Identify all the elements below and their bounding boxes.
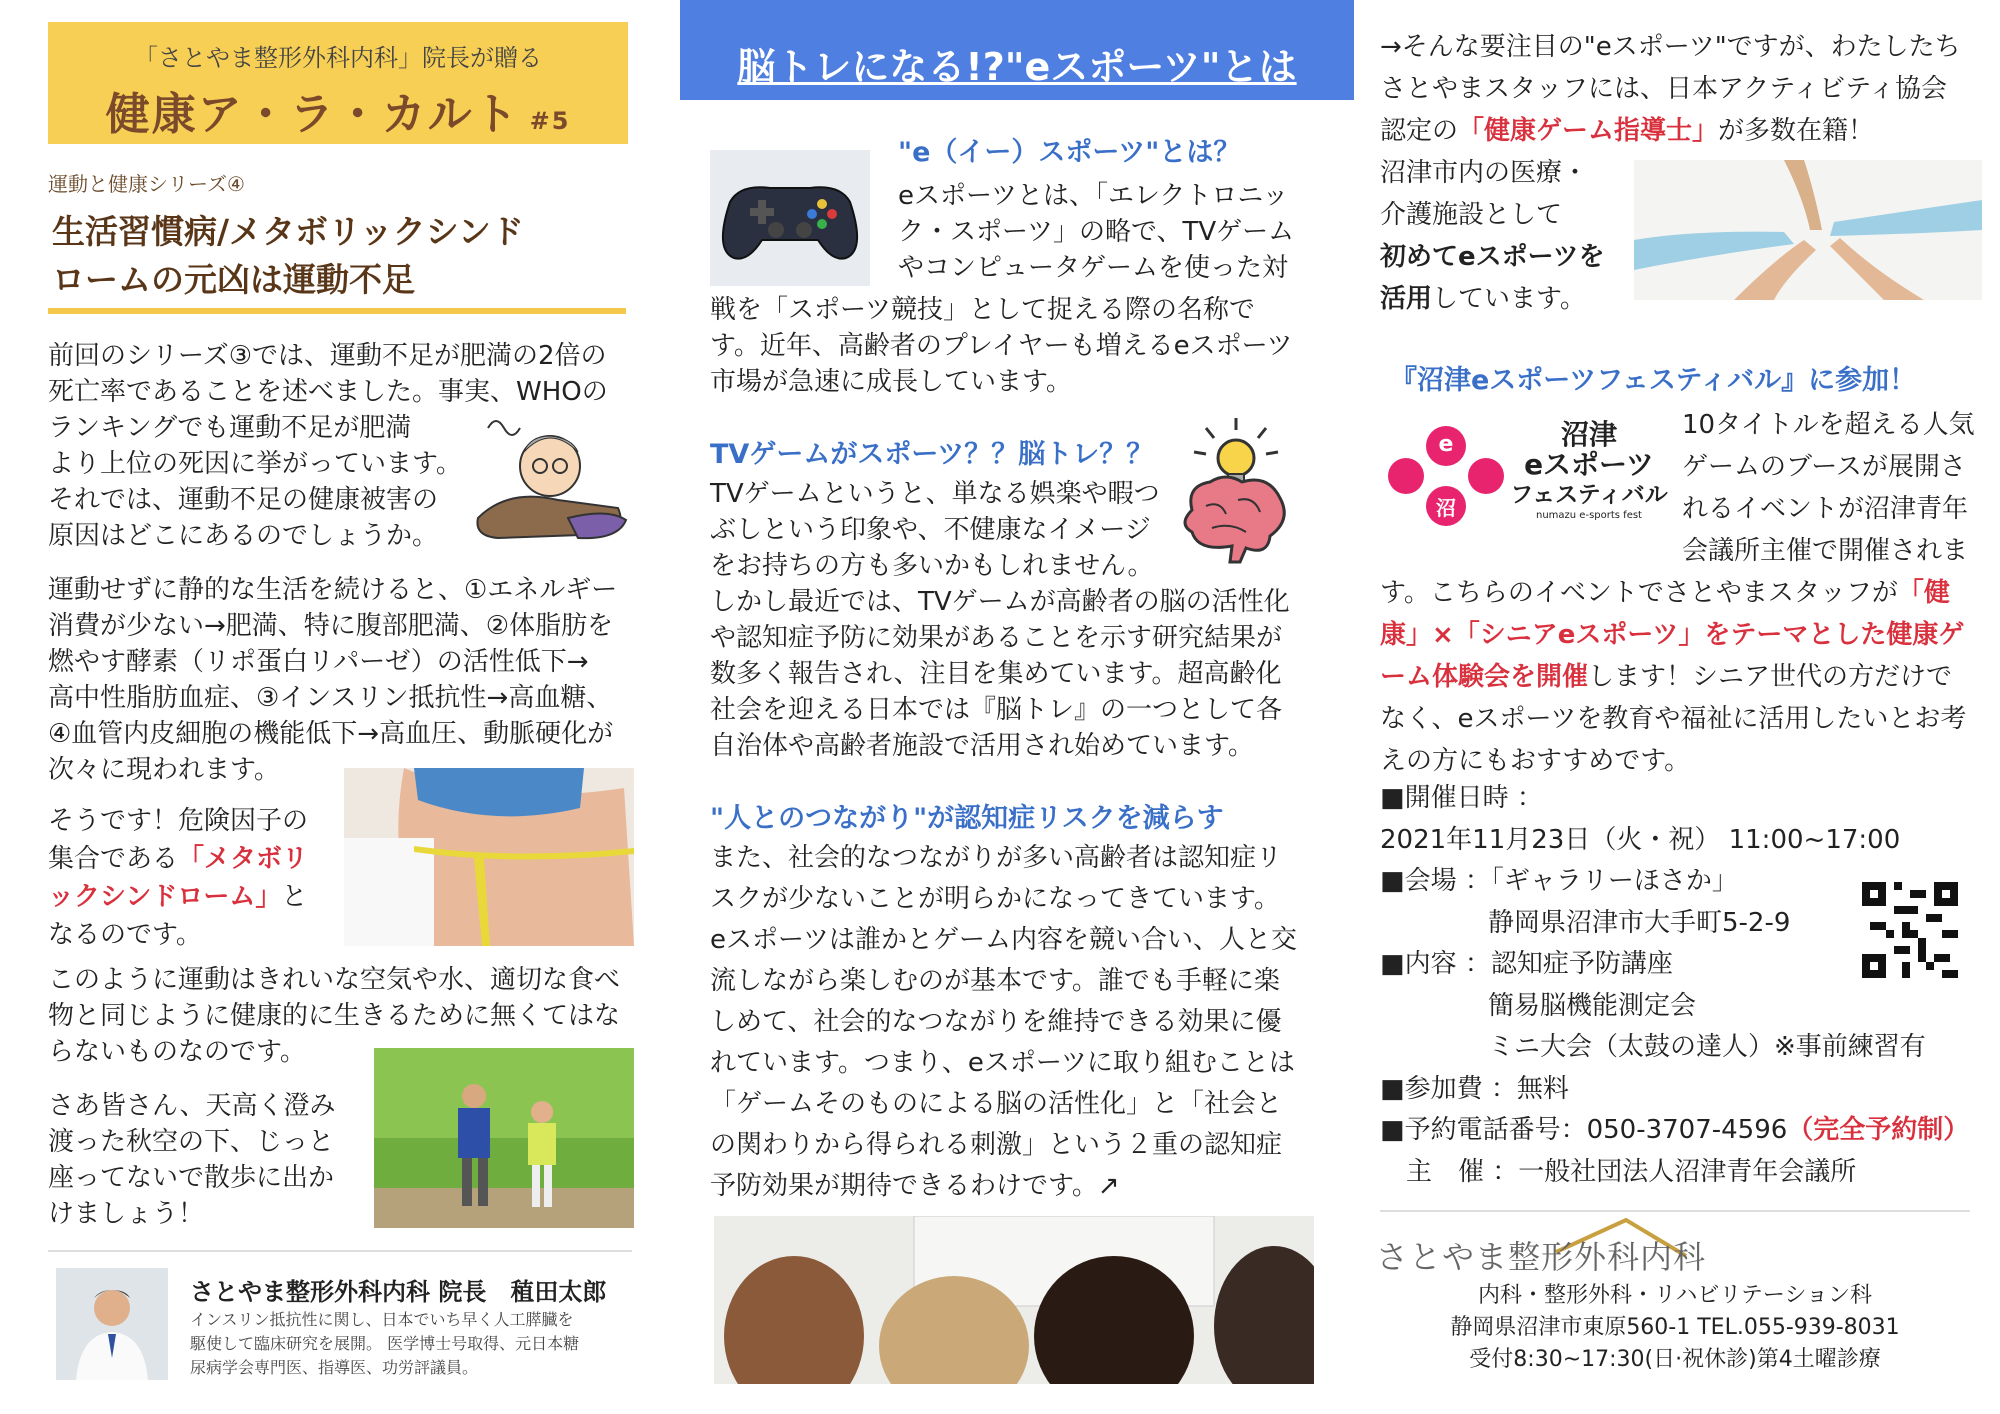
text-segment: しています。 [1432, 284, 1586, 314]
author-bio [190, 1308, 650, 1380]
hands-together-photo [1634, 160, 1982, 300]
paragraph-walk [48, 1088, 348, 1232]
text-line: ランキングでも運動不足が肥満 [48, 413, 412, 443]
column-header-title: 脳トレになる!?"eスポーツ"とは [737, 45, 1297, 89]
text-line: やコンピュータゲームを使った対 [898, 253, 1289, 283]
text-line: 前回のシリーズ③では、運動不足が肥満の2倍の [48, 341, 607, 371]
logo-letter-numa: 沼 [1436, 496, 1456, 520]
text-line: 流しながら楽しむのが基本です。誰でも手軽に楽 [710, 966, 1280, 996]
worried-man-illustration [468, 408, 628, 548]
section-title-underline [48, 308, 626, 314]
section-heading-esports: "e（イー）スポーツ"とは？ [898, 137, 1241, 168]
walking-couple-photo [374, 1048, 634, 1228]
event-phone [1380, 1110, 1990, 1152]
text-line: 初めてeスポーツを [1380, 242, 1605, 272]
text-segment: が多数在籍！ [1718, 116, 1875, 146]
text-line: このように運動はきれいな空気や水、適切な食べ [48, 965, 621, 995]
text-line [1380, 572, 1990, 614]
venue-address: 静岡県沼津市大手町5-2-9 [1488, 907, 1791, 938]
text-line: らないものなのです。 [48, 1037, 306, 1067]
content-label: ■内容 ： [1380, 949, 1491, 979]
text-line: 死亡率であることを述べました。事実、WHOの [48, 377, 608, 407]
text-line: 消費が少ない→肥満、特に腹部肥満、②体脂肪を [48, 611, 614, 641]
text-line [1380, 110, 1980, 152]
text-line: 原因はどこにあるのでしょうか。 [48, 521, 439, 551]
text-line: 次々に現われます。 [48, 755, 280, 785]
festival-logo [1384, 420, 1674, 532]
doctor-portrait [56, 1268, 168, 1380]
event-host: 主 催 ：一般社団法人沼津青年会議所 [1406, 1156, 1857, 1187]
text-line: 予防効果が期待できるわけです。↗ [710, 1171, 1120, 1201]
text-line: それでは、運動不足の健康被害の [48, 485, 439, 515]
clinic-logo-text: さとやま整形外科内科 [1376, 1238, 1707, 1276]
section-heading-festival: 『沼津eスポーツフェスティバル』に参加！ [1390, 365, 1917, 396]
text-line: ゲームのブースが展開さ [1682, 452, 1966, 482]
paragraph-esports-wrap [898, 178, 1318, 286]
logo-subtitle: numazu e-sports fest [1536, 510, 1642, 521]
text-line: れています。つまり、eスポーツに取り組むことは [710, 1048, 1295, 1078]
text-line: 運動せずに静的な生活を続けると、①エネルギー [48, 575, 618, 605]
paragraph-first-use [1380, 152, 1620, 320]
series-label: 運動と健康シリーズ④ [48, 172, 245, 196]
section-heading-tvgame: TVゲームがスポーツ？？脳トレ？？ [710, 439, 1154, 470]
text-line: 介護施設として [1380, 200, 1563, 230]
content-item: 認知症予防講座 [1490, 949, 1673, 979]
issue-number: #5 [529, 107, 571, 135]
text-line: 尿病学会専門医、指導医、功労評議員。 [190, 1358, 479, 1377]
paragraph-festival-wrap [1682, 404, 1982, 572]
text-segment: 集合である [48, 844, 179, 874]
text-line: 10タイトルを超える人気 [1682, 410, 1975, 440]
text-line: さあ皆さん、天高く澄み [48, 1091, 336, 1121]
text-segment: す。こちらのイベントでさとやまスタッフが [1380, 578, 1898, 608]
text-line: の関わりから得られる刺激」という２重の認知症 [710, 1130, 1283, 1160]
text-line: 座ってないで散歩に出か [48, 1163, 335, 1193]
event-date-label: ■開催日時 ： [1380, 783, 1543, 813]
text-line: より上位の死因に挙がっています。 [48, 449, 462, 479]
brain-lightbulb-icon [1176, 416, 1296, 566]
title-main [48, 78, 628, 142]
text-segment: 活用 [1380, 284, 1433, 314]
text-line: 物と同じように健康的に生きるために無くてはな [48, 1001, 621, 1031]
section-heading-connection: "人とのつながり"が認知症リスクを減らす [710, 803, 1224, 834]
paragraph-tvgame-full [710, 584, 1330, 764]
logo-line: 沼津 [1560, 418, 1617, 451]
text-line: 数多く報告され、注目を集めています。超高齢化 [710, 659, 1282, 689]
text-segment: と [281, 882, 308, 912]
text-line: 市場が急速に成長しています。 [710, 367, 1072, 397]
logo-line: eスポーツ [1524, 448, 1654, 481]
highlight-text: ックシンドローム」 [48, 882, 282, 912]
text-line: ク・スポーツ」の略で、TVゲーム [898, 217, 1295, 247]
text-line: 渡った秋空の下、じっと [48, 1127, 335, 1157]
qr-code[interactable] [1862, 882, 1958, 978]
section-title-line1: 生活習慣病/メタボリックシンド [52, 212, 524, 251]
highlight-text: 「健 [1897, 578, 1950, 608]
highlight-text: ーム体験会を開催 [1380, 662, 1589, 692]
clinic-info [1380, 1280, 1970, 1376]
text-line: 駆使して臨床研究を展開。 医学博士号取得、元日本糖 [190, 1334, 580, 1353]
paragraph-esports-full [710, 292, 1330, 400]
text-line: や認知症予防に効果があることを示す研究結果が [710, 623, 1283, 653]
text-line: けましょう！ [48, 1199, 205, 1229]
title-main-text: 健康ア・ラ・カルト [105, 89, 520, 140]
reservation-note: （完全予約制） [1787, 1115, 1970, 1145]
paragraph-metabolic [48, 802, 348, 954]
text-line: 燃やす酵素（リポ蛋白リパーゼ）の活性低下→ [48, 647, 589, 677]
text-line: TVゲームというと、単なる娯楽や暇つ [710, 479, 1160, 509]
content-item: 簡易脳機能測定会 [1488, 990, 1697, 1021]
text-line: す。近年、高齢者のプレイヤーも増えるeスポーツ [710, 331, 1293, 361]
event-fee: ■参加費 ：無料 [1380, 1073, 1569, 1104]
text-line: 康」×「シニアeスポーツ」をテーマとした健康ゲ [1380, 620, 1965, 650]
text-line [48, 840, 348, 878]
text-line [1380, 656, 1990, 698]
clinic-address: 静岡県沼津市東原560-1 TEL.055-939-8031 [1450, 1315, 1900, 1340]
text-line: インスリン抵抗性に関し、日本でいち早く人工膵臓を [190, 1310, 574, 1329]
paragraph-staff [1380, 26, 1980, 152]
author-name: さとやま整形外科内科 院長 稙田太郎 [190, 1278, 607, 1306]
text-segment: します！シニア世代の方だけで [1588, 662, 1953, 692]
text-line: ぶしという印象や、不健康なイメージ [710, 515, 1151, 545]
clinic-hours: 受付8:30~17:30(日·祝休診)第4土曜診療 [1469, 1347, 1881, 1372]
paragraph-causes [48, 572, 648, 788]
logo-line: フェスティバル [1510, 482, 1668, 508]
venue-label: ■会場 ： [1380, 866, 1491, 896]
gamepad-photo [710, 150, 870, 286]
text-line: なく、eスポーツを教育や福祉に活用したいとお考 [1380, 704, 1967, 734]
divider [48, 1250, 632, 1252]
text-line: また、社会的なつながりが多い高齢者は認知症リ [710, 843, 1283, 873]
section-title [52, 208, 642, 304]
text-line: 自治体や高齢者施設で活用され始めています。 [710, 731, 1254, 761]
text-line: をお持ちの方も多いかもしれません。 [710, 551, 1154, 581]
text-line: eスポーツは誰かとゲーム内容を競い合い、人と交 [710, 925, 1297, 955]
section-title-line2: ロームの元凶は運動不足 [52, 260, 415, 299]
text-segment: 認定の [1380, 116, 1459, 146]
text-line: 高中性脂肪血症、③インスリン抵抗性→高血糖、 [48, 683, 613, 713]
text-line: しめて、社会的なつながりを維持できる効果に優 [710, 1007, 1282, 1037]
phone-number: ■予約電話番号：050-3707-4596 [1380, 1115, 1788, 1145]
text-line: なるのです。 [48, 920, 202, 950]
text-line [48, 878, 348, 916]
text-line: れるイベントが沼津青年 [1682, 494, 1969, 524]
text-line: さとやまスタッフには、日本アクティビティ協会 [1380, 74, 1948, 104]
title-subtitle: 「さとやま整形外科内科」院長が贈る [134, 44, 542, 72]
paragraph-tvgame-wrap [710, 476, 1170, 584]
clinic-departments: 内科・整形外科・リハビリテーション科 [1477, 1283, 1873, 1308]
event-date-value: 2021年11月23日（火・祝） 11:00~17:00 [1380, 824, 1901, 855]
waist-measure-photo [344, 768, 634, 946]
content-item: ミニ大会（太鼓の達人）※事前練習有 [1488, 1032, 1926, 1062]
event-details [1380, 778, 1990, 1193]
text-line: えの方にもおすすめです。 [1380, 746, 1691, 776]
text-line [1380, 278, 1620, 320]
text-line: しかし最近では、TVゲームが高齢者の脳の活性化 [710, 587, 1290, 617]
text-line: 「ゲームそのものによる脳の活性化」と「社会と [710, 1089, 1283, 1119]
text-line: スクが少ないことが明らかになってきています。 [710, 884, 1280, 914]
text-line: eスポーツとは、「エレクトロニッ [898, 181, 1289, 211]
text-line: 戦を「スポーツ競技」として捉える際の名称で [710, 295, 1255, 325]
text-line: 沼津市内の医療・ [1380, 158, 1589, 188]
venue-name: 「ギャラリーほさか」 [1490, 866, 1738, 896]
text-line: →そんな要注目の"eスポーツ"ですが、わたしたち [1380, 32, 1961, 62]
text-line: 会議所主催で開催されま [1682, 536, 1969, 566]
text-line: ④血管内皮細胞の機能低下→高血圧、動脈硬化が [48, 719, 614, 749]
logo-letter-e: e [1438, 432, 1454, 457]
paragraph-festival-full [1380, 572, 1990, 782]
paragraph-connection [710, 838, 1330, 1207]
players-photo [714, 1216, 1314, 1384]
highlight-text: 「健康ゲーム指導士」 [1458, 116, 1719, 146]
clinic-logo [1376, 1212, 1736, 1282]
logo-title [1504, 420, 1674, 522]
highlight-text: 「メタボリ [178, 844, 309, 874]
text-line: そうです！危険因子の [48, 806, 309, 836]
text-line: 社会を迎える日本では『脳トレ』の一つとして各 [710, 695, 1283, 725]
